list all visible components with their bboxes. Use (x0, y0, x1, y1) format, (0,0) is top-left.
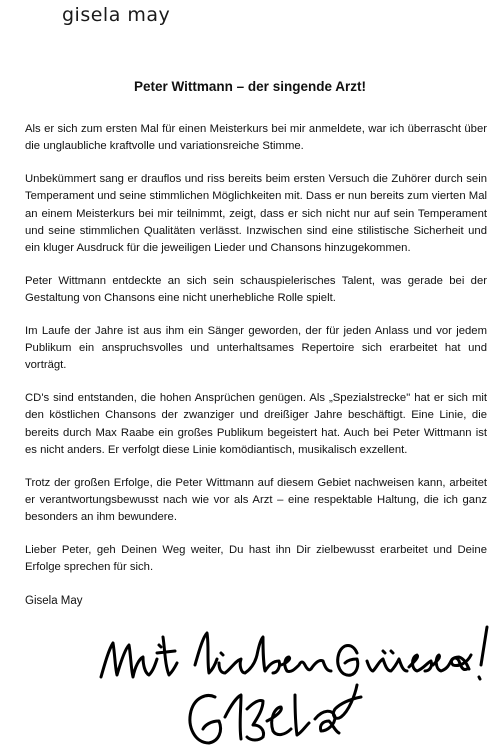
handwritten-signature (95, 625, 500, 756)
body-paragraph: Im Laufe der Jahre ist aus ihm ein Sänger geworden, der für jeden Anlass und vor jedem Publikum ein anspruchsvolles und unterhaltsames Repertoire sich erarbeitet hat und vorträgt. (25, 324, 487, 372)
body-paragraph: Unbekümmert sang er drauflos und riss bereits beim ersten Versuch die Zuhörer durch sein Temperament und seine stimmlichen Möglichkeiten mit. Dass er nun bereits zum vierten Mal an einem Meisterkurs bei mir teilnimmt, zeigt, dass er sich nicht nur auf sein Temperament und seine stimmlichen Qualitäten verlässt. Inzwischen sind eine stilistische Sicherheit und ein kluger Ausdruck für die jeweiligen Lieder und Chansons hinzugekommen. (25, 172, 487, 255)
sender-name: Gisela May (25, 595, 83, 607)
letter-body (25, 121, 487, 592)
document-title: Peter Wittmann – der singende Arzt! (134, 79, 366, 94)
body-paragraph: Als er sich zum ersten Mal für einen Meisterkurs bei mir anmeldete, war ich überrascht über die unglaubliche kraftvolle und variationsreiche Stimme. (25, 123, 487, 153)
body-paragraph: Lieber Peter, geh Deinen Weg weiter, Du hast ihn Dir zielbewusst erarbeitet und Deine Erfolge sprechen für sich. (25, 543, 487, 574)
body-paragraph: Trotz der großen Erfolge, die Peter Wittmann auf diesem Gebiet nachweisen kann, arbeitet er verantwortungsbewusst nach wie vor als Arzt – eine respektable Haltung, die ich ganz besonders an ihm bewundere. (25, 476, 487, 524)
body-paragraph: CD's sind entstanden, die hohen Ansprüchen genügen. Als „Spezialstrecke" hat er sich mit den köstlichen Chansons der zwanziger und dreißiger Jahre beschäftigt. Eine Linie, die bereits durch Max Raabe ein großes Publikum begeistert hat. Auch bei Peter Wittmann ist es nicht anders. Er verfolgt diese Linie komödiantisch, musikalisch exzellent. (25, 391, 487, 457)
body-paragraph: Peter Wittmann entdeckte an sich sein schauspielerisches Talent, was gerade bei der Gestaltung von Chansons eine nicht unerhebliche Rolle spielt. (25, 274, 487, 305)
letterhead-name: gisela may (62, 4, 171, 26)
